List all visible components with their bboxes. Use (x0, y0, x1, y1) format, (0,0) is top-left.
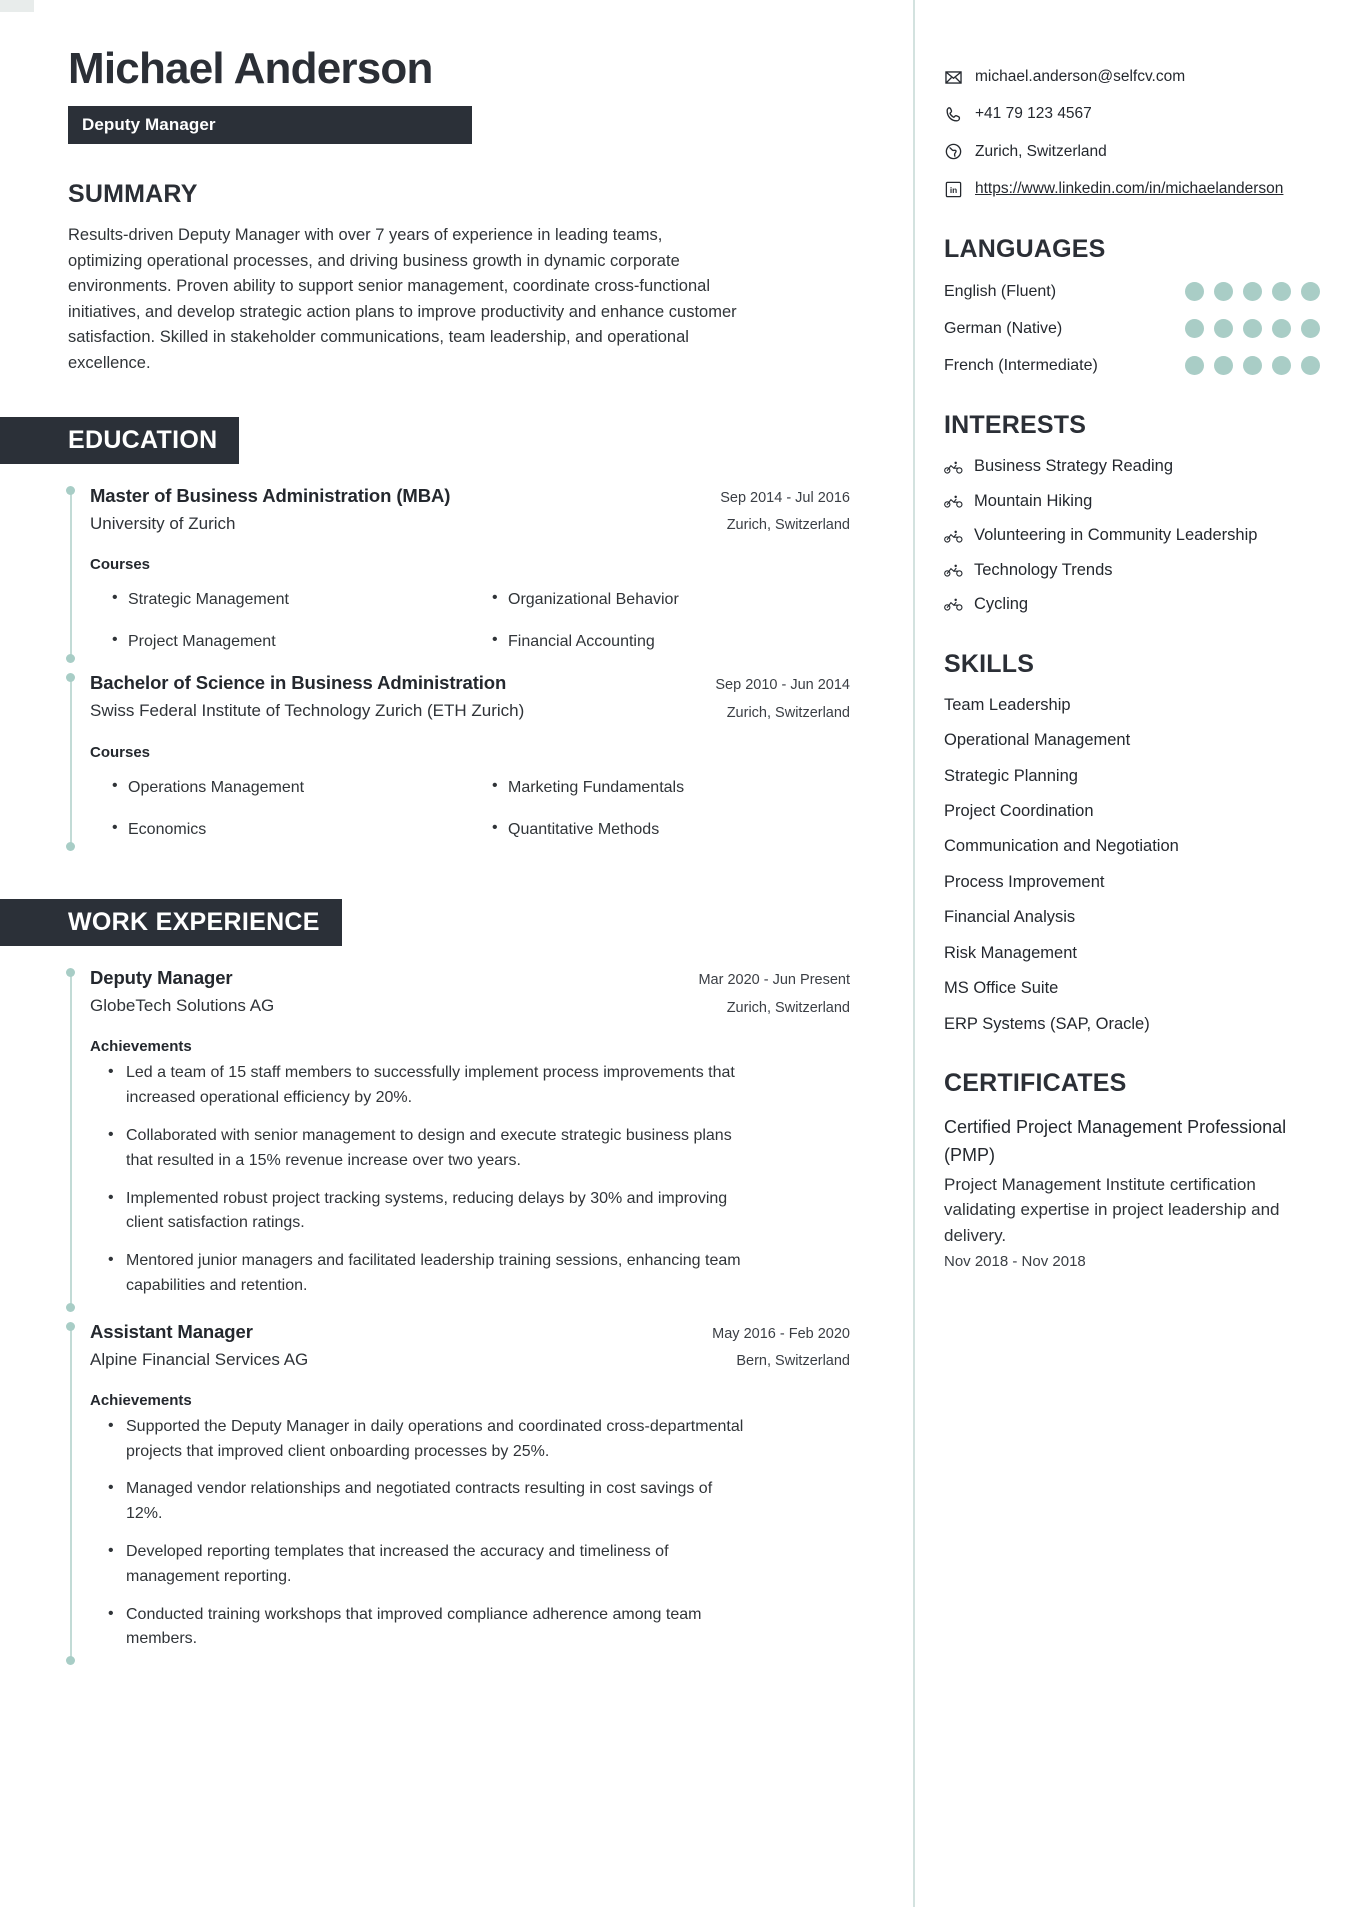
language-level-meter (1185, 319, 1320, 338)
bicycle-icon (944, 460, 966, 475)
language-level-dot (1214, 319, 1233, 338)
achievement-item: • Conducted training workshops that improved compliance adherence among team members. (90, 1603, 750, 1666)
globe-icon (944, 142, 968, 162)
sidebar (910, 0, 1350, 1907)
course-item: • Economics (90, 809, 470, 851)
envelope-icon (944, 67, 968, 87)
course-item: • Operations Management (90, 767, 470, 809)
course-item: • Quantitative Methods (470, 809, 850, 851)
course-item: • Organizational Behavior (470, 579, 850, 621)
language-level-dot (1243, 319, 1262, 338)
education-list (68, 484, 850, 852)
achievements-label: Achievements (90, 1391, 192, 1409)
timeline-dot-start (66, 673, 75, 682)
skill-item: Communication and Negotiation (944, 837, 1179, 856)
languages-heading: LANGUAGES (944, 234, 1106, 263)
language-level-dot (1243, 356, 1262, 375)
achievement-item: • Mentored junior managers and facilitated leadership training sessions, enhancing team capabilities and retention. (90, 1249, 750, 1312)
achievement-item: • Implemented robust project tracking systems, reducing delays by 30% and improving client satisfaction ratings. (90, 1187, 750, 1250)
summary-heading: SUMMARY (68, 180, 198, 209)
education-entry (68, 671, 850, 851)
skill-item: Risk Management (944, 943, 1077, 962)
timeline-dot-end (66, 1303, 75, 1312)
certificate-title: Certified Project Management Professional (PMP) (944, 1117, 1287, 1165)
timeline-dot-end (66, 1656, 75, 1665)
contact-location-text: Zurich, Switzerland (975, 142, 1107, 160)
contact-email (944, 66, 1320, 88)
work-location: Bern, Switzerland (736, 1353, 850, 1370)
language-level-dot (1272, 282, 1291, 301)
degree-title: Bachelor of Science in Business Administration (90, 672, 507, 694)
certificate-description: Project Management Institute certification validating expertise in project leadership and delivery. (944, 1174, 1280, 1245)
interest-item (944, 491, 1320, 512)
page-title: Michael Anderson (68, 44, 433, 93)
certificates-heading: CERTIFICATES (944, 1069, 1127, 1097)
bicycle-icon (944, 563, 966, 578)
timeline-line (70, 1326, 72, 1661)
job-role: Deputy Manager (90, 967, 233, 989)
contact-linkedin[interactable] (944, 178, 1320, 200)
company-name: GlobeTech Solutions AG (90, 996, 275, 1016)
language-level-dot (1185, 356, 1204, 375)
achievement-item: • Led a team of 15 staff members to successfully implement process improvements that increased operational efficiency by 20%. (90, 1061, 750, 1124)
courses-grid (90, 579, 850, 664)
education-location: Zurich, Switzerland (726, 704, 850, 721)
education-date: Sep 2010 - Jun 2014 (715, 677, 850, 694)
language-row (944, 280, 1320, 303)
timeline-line (70, 677, 72, 847)
svg-text:in: in (949, 184, 958, 195)
certificate-date: Nov 2018 - Nov 2018 (944, 1253, 1086, 1271)
education-location: Zurich, Switzerland (726, 517, 850, 534)
job-role: Assistant Manager (90, 1320, 253, 1342)
timeline-dot-start (66, 1322, 75, 1331)
school-name: University of Zurich (90, 513, 236, 533)
courses-label: Courses (90, 743, 151, 761)
timeline-line (70, 972, 72, 1307)
summary-text: Results-driven Deputy Manager with over 7 years of experience in leading teams, optimizing operational processes, and driving business growth in dynamic corporate environments. Proven ability to support senior management, coordinate cross-functional initiatives, and develop strategic action plans to improve productivity and enhance customer satisfaction. Skilled in stakeholder communications, team leadership, and operational excellence. (68, 226, 737, 372)
achievement-item: • Developed reporting templates that increased the accuracy and timeliness of management reporting. (90, 1540, 750, 1603)
language-name: English (Fluent) (944, 282, 1057, 300)
degree-title: Master of Business Administration (MBA) (90, 484, 451, 506)
job-title-bar: Deputy Manager (68, 106, 472, 144)
interest-label: Volunteering in Community Leadership (974, 526, 1258, 545)
skill-item: MS Office Suite (944, 979, 1059, 998)
school-name: Swiss Federal Institute of Technology Zurich (ETH Zurich) (90, 701, 525, 721)
interest-item (944, 594, 1320, 615)
courses-label: Courses (90, 555, 151, 573)
interest-label: Business Strategy Reading (974, 457, 1174, 476)
phone-icon (944, 104, 968, 124)
contact-list (944, 66, 1320, 201)
language-level-dot (1301, 356, 1320, 375)
skills-heading: SKILLS (944, 649, 1035, 678)
language-level-dot (1272, 356, 1291, 375)
achievements-label: Achievements (90, 1038, 192, 1056)
work-location: Zurich, Switzerland (726, 999, 850, 1016)
bicycle-icon (944, 494, 966, 509)
work-date: May 2016 - Feb 2020 (712, 1325, 850, 1342)
achievement-item: • Supported the Deputy Manager in daily operations and coordinated cross-departmental projects that improved client onboarding processes by 25%. (90, 1415, 750, 1478)
work-experience-list (68, 966, 850, 1665)
education-entry (68, 484, 850, 664)
courses-grid (90, 767, 850, 852)
language-level-dot (1185, 282, 1204, 301)
timeline-line (70, 490, 72, 660)
achievement-item: • Collaborated with senior management to design and execute strategic business plans that resulted in a 15% revenue increase over two years. (90, 1124, 750, 1187)
languages-list (944, 280, 1320, 378)
language-row (944, 354, 1320, 377)
timeline-dot-start (66, 486, 75, 495)
language-level-dot (1301, 319, 1320, 338)
contact-phone-text: +41 79 123 4567 (975, 105, 1092, 123)
contact-linkedin-text[interactable]: https://www.linkedin.com/in/michaelanderson (975, 180, 1284, 198)
certificates-list (944, 1114, 1320, 1270)
language-name: French (Intermediate) (944, 357, 1098, 375)
timeline-dot-end (66, 842, 75, 851)
work-heading: WORK EXPERIENCE (0, 899, 342, 946)
skill-item: ERP Systems (SAP, Oracle) (944, 1014, 1150, 1033)
timeline-dot-start (66, 968, 75, 977)
linkedin-icon (944, 179, 968, 199)
skill-item: Project Coordination (944, 801, 1094, 820)
language-level-dot (1243, 282, 1262, 301)
interest-label: Cycling (974, 595, 1029, 614)
language-level-dot (1185, 319, 1204, 338)
interest-item (944, 525, 1320, 546)
skill-item: Process Improvement (944, 872, 1105, 891)
course-item: • Project Management (90, 621, 470, 663)
language-name: German (Native) (944, 320, 1063, 338)
company-name: Alpine Financial Services AG (90, 1349, 309, 1369)
language-level-meter (1185, 282, 1320, 301)
interest-item (944, 560, 1320, 581)
achievements-list (90, 1415, 850, 1665)
skills-list (944, 695, 1320, 1035)
interest-item (944, 456, 1320, 477)
course-item: • Strategic Management (90, 579, 470, 621)
timeline-dot-end (66, 654, 75, 663)
course-item: • Marketing Fundamentals (470, 767, 850, 809)
achievement-item: • Managed vendor relationships and negotiated contracts resulting in cost savings of 12%. (90, 1477, 750, 1540)
work-date: Mar 2020 - Jun Present (698, 972, 850, 989)
language-level-dot (1272, 319, 1291, 338)
work-entry (68, 966, 850, 1311)
bicycle-icon (944, 529, 966, 544)
contact-email-text: michael.anderson@selfcv.com (975, 68, 1186, 85)
skill-item: Strategic Planning (944, 766, 1078, 785)
language-level-dot (1214, 282, 1233, 301)
language-level-dot (1301, 282, 1320, 301)
interest-label: Mountain Hiking (974, 491, 1093, 510)
skill-item: Team Leadership (944, 695, 1071, 714)
certificate-item (944, 1114, 1320, 1270)
education-date: Sep 2014 - Jul 2016 (720, 489, 850, 506)
contact-phone (944, 103, 1320, 125)
interests-list (944, 456, 1320, 615)
skill-item: Operational Management (944, 731, 1131, 750)
interests-heading: INTERESTS (944, 411, 1087, 440)
education-heading: EDUCATION (0, 417, 239, 464)
bicycle-icon (944, 597, 966, 612)
course-item: • Financial Accounting (470, 621, 850, 663)
skill-item: Financial Analysis (944, 908, 1076, 927)
language-level-dot (1214, 356, 1233, 375)
language-row (944, 317, 1320, 340)
work-entry (68, 1320, 850, 1665)
achievements-list (90, 1061, 850, 1311)
contact-location (944, 141, 1320, 163)
column-divider (913, 0, 915, 1907)
interest-label: Technology Trends (974, 560, 1113, 579)
language-level-meter (1185, 356, 1320, 375)
